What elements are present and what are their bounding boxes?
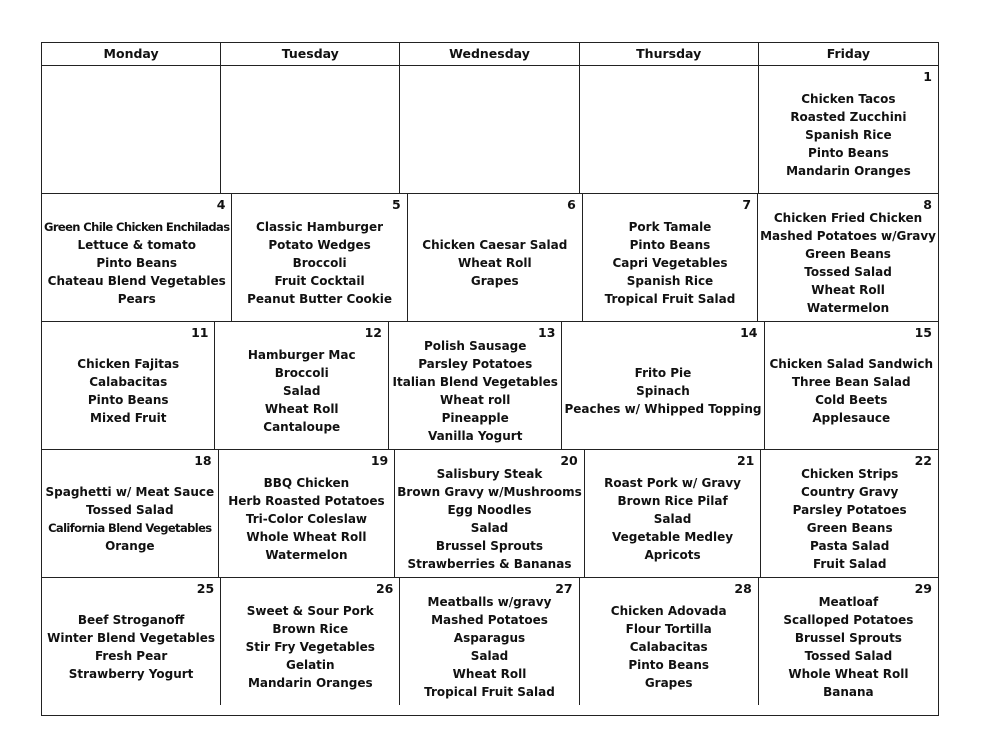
- menu-item: Brown Rice: [272, 621, 349, 636]
- menu-item: Green Beans: [805, 246, 891, 261]
- menu-item: Orange: [105, 538, 155, 553]
- menu-item: Meatballs w/gravy: [427, 594, 552, 609]
- menu-item: Pinto Beans: [808, 145, 889, 160]
- calendar-day-cell: [761, 450, 938, 577]
- menu-item: Banana: [823, 684, 874, 699]
- menu-item: Pork Tamale: [628, 219, 712, 234]
- menu-item: Sweet & Sour Pork: [246, 603, 374, 618]
- day-number: 18: [194, 453, 212, 468]
- menu-item: Egg Noodles: [447, 502, 532, 517]
- menu-item: Salisbury Steak: [436, 466, 543, 481]
- menu-item: Potato Wedges: [268, 237, 371, 252]
- menu-item: Spaghetti w/ Meat Sauce: [45, 484, 215, 499]
- calendar-day-cell: [758, 194, 938, 321]
- menu-item: Brussel Sprouts: [794, 630, 902, 645]
- day-number: 12: [364, 325, 382, 340]
- menu-item: Mixed Fruit: [90, 410, 167, 425]
- calendar-day-cell: [42, 194, 232, 321]
- menu-item: Italian Blend Vegetables: [392, 374, 558, 389]
- day-number: 26: [375, 581, 394, 596]
- menu-item: Meatloaf: [818, 594, 879, 609]
- menu-item: Tossed Salad: [804, 648, 893, 663]
- calendar-day-cell: [408, 194, 583, 321]
- menu-item: Mashed Potatoes w/Gravy: [760, 228, 936, 243]
- menu-item: Mashed Potatoes: [431, 612, 548, 627]
- menu-item: Green Beans: [806, 520, 893, 535]
- calendar-day-cell: [400, 578, 579, 705]
- menu-item: Tossed Salad: [86, 502, 174, 517]
- menu-item: Pasta Salad: [810, 538, 890, 553]
- calendar-day-cell: [562, 322, 764, 449]
- menu-item: Watermelon: [806, 300, 890, 315]
- menu-item: Chicken Fajitas: [77, 356, 180, 371]
- menu-item: Tri-Color Coleslaw: [245, 511, 367, 526]
- menu-item: Capri Vegetables: [612, 255, 728, 270]
- weekday-header: Tuesday: [221, 43, 400, 65]
- menu-item: Wheat Roll: [264, 401, 339, 416]
- menu-item: Whole Wheat Roll: [246, 529, 367, 544]
- menu-item: Watermelon: [265, 547, 348, 562]
- menu-item: Country Gravy: [801, 484, 899, 499]
- weekday-header: Thursday: [580, 43, 759, 65]
- menu-item: Broccoli: [274, 365, 329, 380]
- menu-item: Calabacitas: [89, 374, 168, 389]
- menu-item: Pineapple: [441, 410, 509, 425]
- calendar-day-cell: [232, 194, 407, 321]
- calendar-day-cell: [42, 578, 221, 705]
- calendar-day-cell: [221, 66, 400, 193]
- menu-item: Fresh Pear: [94, 648, 168, 663]
- menu-item: Scalloped Potatoes: [783, 612, 914, 627]
- calendar-day-cell: [580, 578, 759, 705]
- menu-item: Green Chile Chicken Enchiladas: [44, 219, 230, 234]
- menu-item: Frito Pie: [634, 365, 692, 380]
- menu-item: Brown Gravy w/Mushrooms: [397, 484, 582, 499]
- day-number: 15: [914, 325, 932, 340]
- menu-item: California Blend Vegetables: [48, 520, 212, 535]
- menu-item: Wheat Roll: [452, 666, 527, 681]
- menu-calendar: [41, 42, 939, 716]
- menu-item: Strawberries & Bananas: [407, 556, 572, 571]
- menu-item: Cantaloupe: [263, 419, 341, 434]
- calendar-day-cell: [42, 450, 219, 577]
- calendar-day-cell: [42, 66, 221, 193]
- menu-item: Applesauce: [812, 410, 891, 425]
- menu-item: Calabacitas: [629, 639, 708, 654]
- menu-item: Grapes: [470, 273, 519, 288]
- calendar-day-cell: [400, 66, 579, 193]
- day-number: 25: [196, 581, 215, 596]
- menu-item: Wheat roll: [440, 392, 511, 407]
- calendar-day-cell: [765, 322, 939, 449]
- day-number: 20: [560, 453, 578, 468]
- weekday-header: Wednesday: [400, 43, 579, 65]
- menu-item: Polish Sausage: [424, 338, 527, 353]
- menu-item: Spanish Rice: [805, 127, 892, 142]
- menu-item: Salad: [470, 520, 509, 535]
- calendar-day-cell: [759, 578, 938, 705]
- menu-item: Herb Roasted Potatoes: [228, 493, 385, 508]
- menu-item: Mandarin Oranges: [247, 675, 373, 690]
- menu-item: Flour Tortilla: [625, 621, 712, 636]
- day-number: 5: [391, 197, 401, 212]
- weekday-header-row: [42, 43, 938, 66]
- menu-item: Vanilla Yogurt: [427, 428, 523, 443]
- menu-item: Roasted Zucchini: [790, 109, 907, 124]
- menu-item: Cold Beets: [815, 392, 888, 407]
- menu-item: Strawberry Yogurt: [68, 666, 194, 681]
- menu-item: Salad: [470, 648, 509, 663]
- calendar-day-cell: [389, 322, 562, 449]
- menu-item: Salad: [282, 383, 321, 398]
- calendar-day-cell: [585, 450, 762, 577]
- calendar-week-row: [42, 66, 938, 194]
- menu-item: Salad: [653, 511, 692, 526]
- day-number: 8: [923, 197, 932, 212]
- day-number: 27: [555, 581, 573, 596]
- menu-item: Peanut Butter Cookie: [247, 291, 393, 306]
- calendar-day-cell: [215, 322, 388, 449]
- calendar-day-cell: [221, 578, 400, 705]
- menu-item: Parsley Potatoes: [418, 356, 533, 371]
- day-number: 19: [370, 453, 389, 468]
- menu-item: Broccoli: [292, 255, 347, 270]
- menu-item: Whole Wheat Roll: [788, 666, 909, 681]
- menu-item: Chicken Tacos: [801, 91, 896, 106]
- calendar-week-row: [42, 578, 938, 705]
- menu-item: Tropical Fruit Salad: [424, 684, 555, 699]
- day-number: 21: [736, 453, 755, 468]
- day-number: 28: [734, 581, 752, 596]
- menu-item: Chateau Blend Vegetables: [47, 273, 226, 288]
- weekday-header: Monday: [42, 43, 221, 65]
- menu-item: Hamburger Mac: [247, 347, 356, 362]
- menu-item: Pinto Beans: [87, 392, 169, 407]
- menu-item: Chicken Fried Chicken: [773, 210, 923, 225]
- menu-item: Tropical Fruit Salad: [604, 291, 736, 306]
- menu-item: Parsley Potatoes: [792, 502, 907, 517]
- day-number: 29: [914, 581, 932, 596]
- menu-item: Pinto Beans: [628, 657, 710, 672]
- menu-item: Stir Fry Vegetables: [245, 639, 375, 654]
- menu-item: Asparagus: [453, 630, 526, 645]
- menu-item: Wheat Roll: [811, 282, 885, 297]
- calendar-day-cell: [219, 450, 396, 577]
- day-number: 7: [742, 197, 752, 212]
- calendar-week-row: [42, 322, 938, 450]
- menu-item: BBQ Chicken: [263, 475, 350, 490]
- menu-item: Fruit Salad: [812, 556, 887, 571]
- menu-item: Chicken Salad Sandwich: [769, 356, 934, 371]
- calendar-day-cell: [759, 66, 938, 193]
- menu-item: Spanish Rice: [626, 273, 714, 288]
- calendar-day-cell: [580, 66, 759, 193]
- calendar-day-cell: [395, 450, 585, 577]
- day-number: 6: [567, 197, 576, 212]
- menu-item: Chicken Caesar Salad: [422, 237, 568, 252]
- menu-item: Classic Hamburger: [256, 219, 384, 234]
- calendar-day-cell: [583, 194, 758, 321]
- menu-item: Gelatin: [285, 657, 335, 672]
- menu-item: Chicken Adovada: [610, 603, 727, 618]
- day-number: 14: [740, 325, 758, 340]
- menu-item: Chicken Strips: [801, 466, 899, 481]
- menu-item: Grapes: [644, 675, 693, 690]
- day-number: 13: [538, 325, 556, 340]
- calendar-day-cell: [42, 322, 215, 449]
- menu-item: Peaches w/ Whipped Topping: [564, 401, 762, 416]
- menu-item: Spinach: [636, 383, 690, 398]
- menu-item: Brussel Sprouts: [435, 538, 544, 553]
- menu-item: Vegetable Medley: [612, 529, 734, 544]
- menu-item: Pears: [117, 291, 156, 306]
- calendar-week-row: [42, 194, 938, 322]
- day-number: 4: [216, 197, 226, 212]
- menu-item: Apricots: [644, 547, 701, 562]
- menu-item: Beef Stroganoff: [77, 612, 185, 627]
- menu-item: Winter Blend Vegetables: [47, 630, 216, 645]
- menu-item: Pinto Beans: [629, 237, 711, 252]
- menu-item: Three Bean Salad: [791, 374, 911, 389]
- calendar-week-row: [42, 450, 938, 578]
- weekday-header: Friday: [826, 46, 871, 61]
- day-number: 22: [914, 453, 932, 468]
- menu-item: Fruit Cocktail: [274, 273, 365, 288]
- menu-item: Mandarin Oranges: [786, 163, 911, 178]
- menu-item: Brown Rice Pilaf: [617, 493, 728, 508]
- menu-item: Roast Pork w/ Gravy: [604, 475, 742, 490]
- menu-item: Pinto Beans: [96, 255, 178, 270]
- menu-item: Wheat Roll: [457, 255, 532, 270]
- day-number: 11: [191, 325, 209, 340]
- menu-item: Tossed Salad: [804, 264, 892, 279]
- menu-item: Lettuce & tomato: [77, 237, 196, 252]
- day-number: 1: [923, 69, 932, 84]
